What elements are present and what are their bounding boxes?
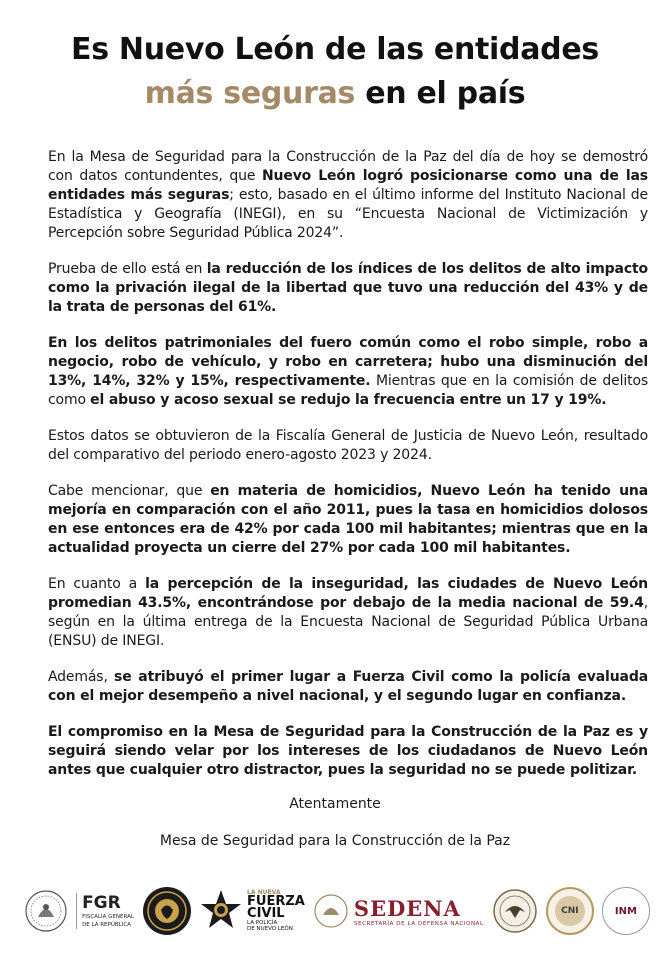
body-text: Mientras que en la comisión de delitos como: [48, 373, 648, 408]
bold-text: la reducción de los índices de los delitos de alto impacto como la privación ilegal de la libertad que tuvo una reducción del 43% y de la trata de personas del 61%.: [48, 261, 648, 315]
logo-divider: [76, 893, 77, 929]
paragraph: [48, 575, 648, 651]
paragraph: [48, 260, 648, 317]
inm-seal-logo: [602, 887, 650, 935]
bold-text: En los delitos patrimoniales del fuero común como el robo simple, robo a negocio, robo de vehículo, y robo en carretera; hubo una disminución del 13%, 14%, 32% y 15%, respectivamente.: [48, 335, 648, 389]
body-text: ; esto, basado en el último informe del Instituto Nacional de Estadística y Geografía (INEGI), en su “Encuesta Nacional de Victimización y Percepción sobre Seguridad Pública 2024”.: [48, 187, 648, 241]
fuerza-civil-subtitle-1: LA POLICÍA: [247, 920, 278, 926]
fgr-logo: [76, 893, 134, 929]
eagle-seal-icon: [313, 893, 349, 929]
fuerza-civil-title-2: CIVIL: [247, 906, 285, 921]
signature: Mesa de Seguridad para la Construcción de la Paz: [159, 833, 511, 849]
paragraph: [48, 668, 648, 706]
bold-text: la percepción de la inseguridad, las ciudades de Nuevo León promedian 43.5%, encontrándose por debajo de la media nacional de 59.4: [48, 576, 648, 611]
fgr-text: [82, 892, 134, 928]
fgr-subtitle-2: DE LA REPÚBLICA: [82, 921, 131, 928]
bold-text: en materia de homicidios, Nuevo León ha tenido una mejoría en comparación con el año 2011, pues la tasa en homicidios dolosos en ese entonces era de 42% por cada 100 mil habitantes; mientras que en la actualidad proyecta un cierre del 27% por cada 100 mil habitantes.: [48, 483, 648, 556]
title-line-2: [0, 72, 670, 116]
body-text: En la Mesa de Seguridad para la Construcción de la Paz del día de hoy se demostró con datos contundentes, que: [48, 149, 648, 184]
body-text: Prueba de ello está en: [48, 261, 207, 277]
lion-badge-logo: [142, 886, 192, 936]
fgr-subtitle-1: FISCALÍA GENERAL: [82, 913, 134, 920]
bold-text: el abuso y acoso sexual se redujo la frecuencia entre un 17 y 19%.: [90, 392, 607, 408]
sedena-title: SEDENA: [353, 895, 461, 921]
bold-text: se atribuyó el primer lugar a Fuerza Civil como la policía evaluada con el mejor desempeño a nivel nacional, y el segundo lugar en confianza.: [48, 669, 648, 704]
page-title: [0, 28, 670, 116]
sedena-text: [354, 896, 484, 927]
cni-seal: [546, 887, 594, 935]
sedena-subtitle: SECRETARÍA DE LA DEFENSA NACIONAL: [353, 920, 484, 927]
paragraph: [48, 482, 648, 558]
inm-label: INM: [602, 887, 650, 935]
bold-text: Nuevo León logró posicionarse como una de las entidades más seguras: [48, 168, 648, 203]
fuerza-civil-tagline: LA NUEVA: [247, 889, 281, 896]
body-text: Estos datos se obtuvieron de la Fiscalía General de Justicia de Nuevo León, resultado del comparativo del periodo enero-agosto 2023 y 2024.: [48, 428, 648, 463]
article-body: [48, 148, 648, 797]
paragraph: [48, 723, 648, 780]
bold-text: El compromiso en la Mesa de Seguridad para la Construcción de la Paz es y seguirá siendo velar por los intereses de los ciudadanos de Nuevo León antes que cualquier otro distractor, pues la seguridad no se puede politizar.: [48, 724, 648, 778]
navy-seal-logo: [492, 888, 538, 934]
title-line-1: Es Nuevo León de las entidades: [71, 32, 599, 67]
fuerza-civil-logo: [200, 889, 305, 933]
star-badge-icon: [200, 889, 242, 933]
cni-seal-logo: [546, 887, 594, 935]
lion-badge-icon: [142, 886, 192, 936]
cni-label: CNI: [555, 896, 585, 926]
sedena-logo: [313, 893, 484, 929]
anchor-eagle-icon: [492, 888, 538, 934]
body-text: En cuanto a: [48, 576, 146, 592]
mexico-seal-logo: [24, 889, 68, 933]
paragraph: [48, 148, 648, 243]
paragraph: [48, 334, 648, 410]
fuerza-civil-text: [247, 890, 305, 932]
paragraph: [48, 427, 648, 465]
title-accent: más seguras: [144, 76, 356, 111]
salutation: Atentamente: [289, 796, 381, 812]
fuerza-civil-subtitle-2: DE NUEVO LEÓN: [247, 926, 293, 932]
fgr-title: FGR: [82, 892, 121, 913]
body-text: Cabe mencionar, que: [48, 483, 211, 499]
logo-strip: [24, 880, 650, 942]
fuerza-civil-title-1: FUERZA: [247, 894, 305, 909]
body-text: , según en la última entrega de la Encuesta Nacional de Seguridad Pública Urbana (ENSU) de INEGI.: [48, 595, 648, 649]
coat-of-arms-icon: [24, 889, 68, 933]
title-rest: en el país: [355, 76, 526, 111]
body-text: Además,: [48, 669, 115, 685]
